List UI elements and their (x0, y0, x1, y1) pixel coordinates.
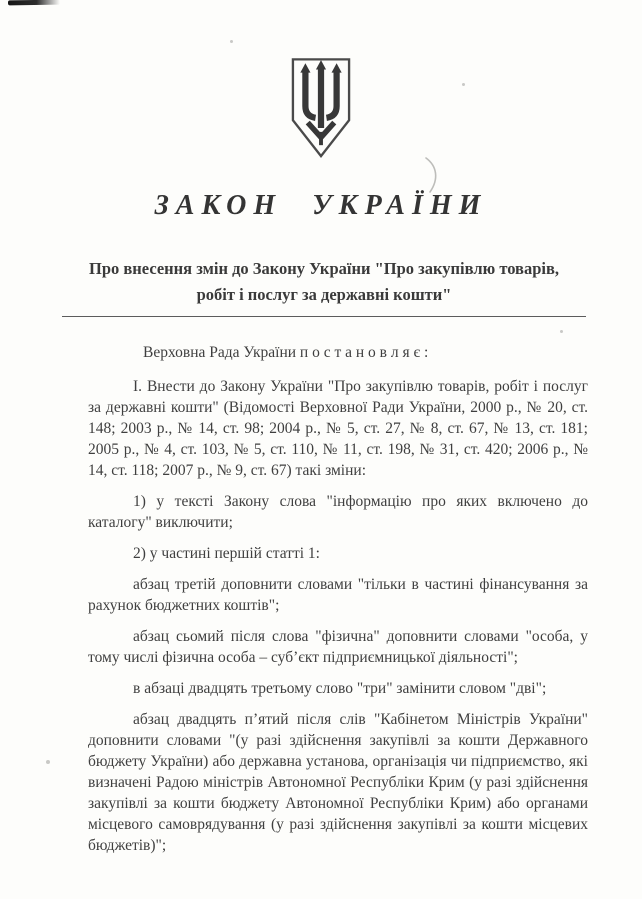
document-body (88, 342, 588, 866)
scan-speck (230, 40, 233, 43)
document-title: ЗАКОН УКРАЇНИ (154, 190, 488, 221)
scan-speck (462, 83, 465, 86)
body-paragraph-4: абзац третій доповнити словами "тільки в частині фінансування за рахунок бюджетних коштів"; (88, 576, 588, 614)
body-paragraph-5: абзац сьомий після слова "фізична" доповнити словами "особа, у тому числі фізична особа – суб’єкт підприємницької діяльності"; (88, 628, 588, 666)
body-paragraph-6: в абзаці двадцять третьому слово "три" замінити словом "дві"; (133, 680, 547, 697)
body-paragraph-3: 2) у частині першій статті 1: (133, 545, 320, 562)
scan-speck (46, 760, 50, 764)
ukraine-coat-of-arms-icon (282, 56, 360, 166)
subtitle-line-1: Про внесення змін до Закону України "Про закупівлю товарів, (88, 259, 560, 278)
scan-smudge-artifact (8, 0, 60, 5)
body-paragraph-2: 1) у тексті Закону слова "інформацію про яких включено до каталогу" виключити; (88, 493, 588, 531)
body-paragraph-1: I. Внести до Закону України "Про закупівлю товарів, робіт і послуг за державні кошти" (Відомості Верховної Ради України, 2000 р., № 20, ст. 148; 2003 р., № 14, ст. 98; 2004 р., № 5, ст. 27, № 8, ст. 67, № 13, ст. 181; 2005 р., № 4, ст. 103, № 5, ст. 110, № 11, ст. 198, № 31, ст. 420; 2006 р., № 14, ст. 118; 2007 р., № 9, ст. 67) такі зміни: (88, 378, 588, 479)
document-subtitle (62, 256, 586, 317)
scan-speck (560, 330, 563, 333)
preamble-paragraph: Верховна Рада України п о с т а н о в л я є : (143, 344, 429, 361)
subtitle-line-2: робіт і послуг за державні кошти" (196, 284, 452, 304)
body-paragraph-7: абзац двадцять п’ятий після слів "Кабінетом Міністрів України" доповнити словами "(у разі здійснення закупівлі за кошти Державного бюджету України) або державна установа, організація чи підприємство, які визначені Радою міністрів Автономної Республіки Крим (у разі здійснення закупівлі за кошти бюджету Автономної Республіки Крим) або органами місцевого самоврядування (у разі здійснення закупівлі за кошти місцевих бюджетів)"; (88, 711, 588, 854)
